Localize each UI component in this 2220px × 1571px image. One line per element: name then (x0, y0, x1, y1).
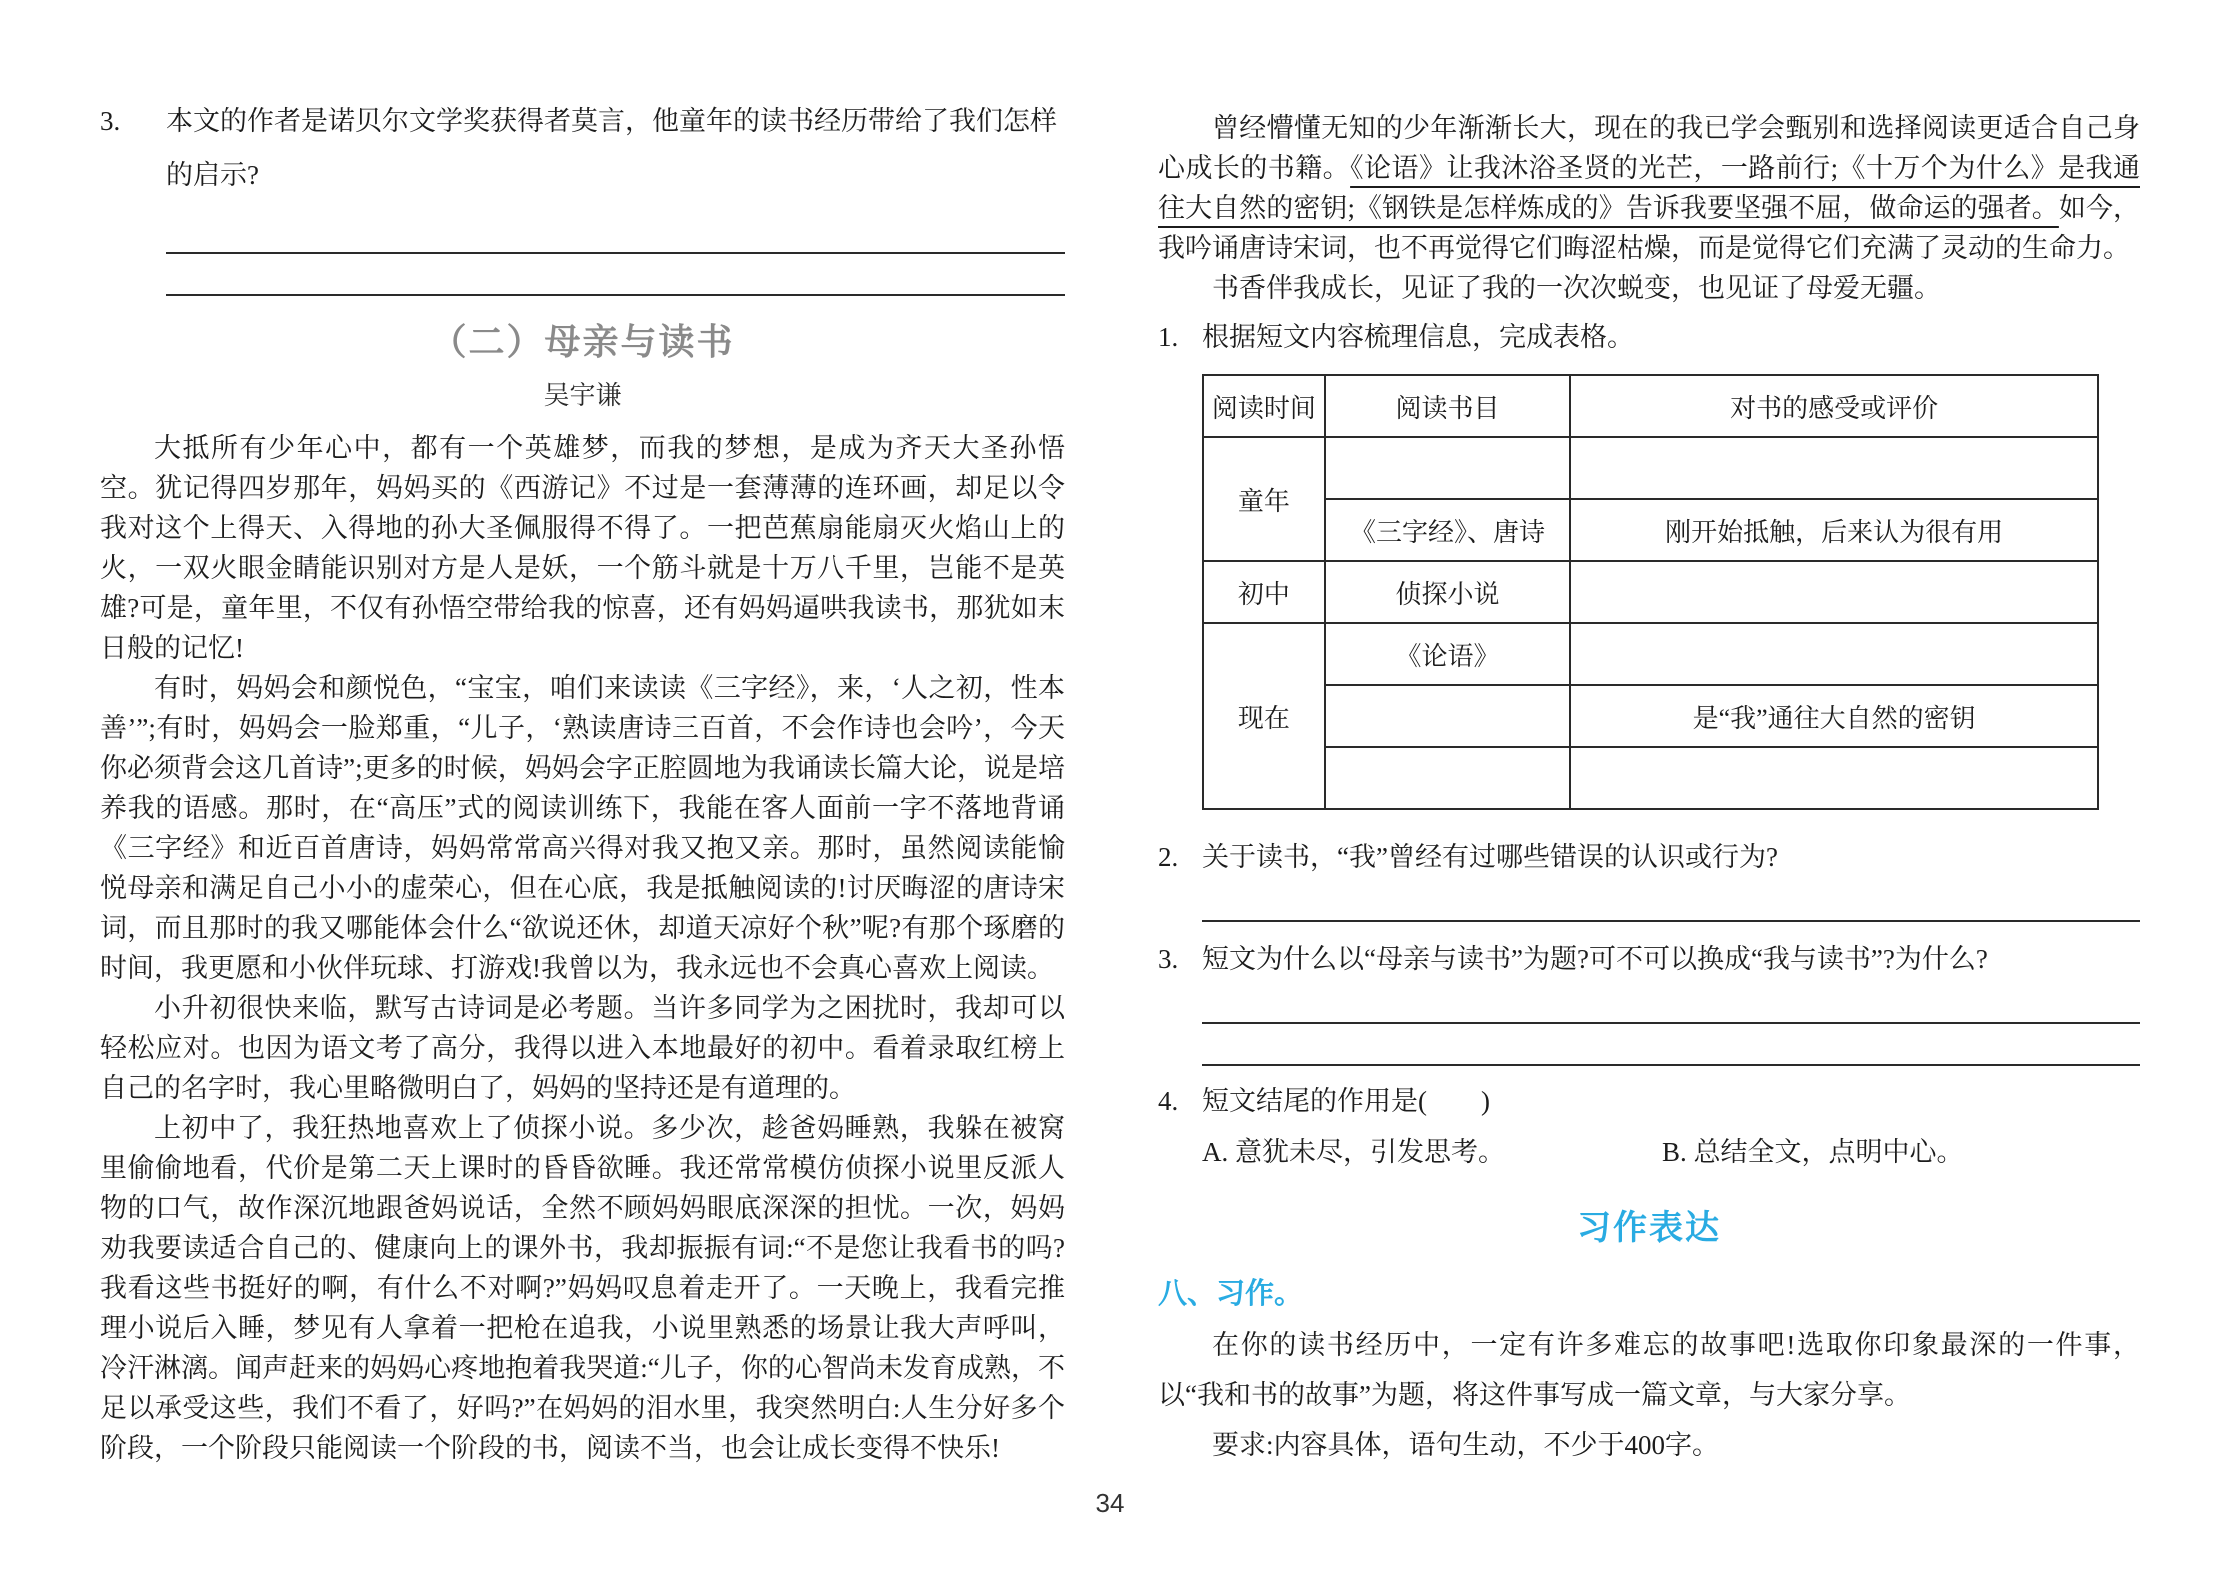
cell-comment-nature-key: 是“我”通往大自然的密钥 (1570, 685, 2098, 747)
answer-line (1202, 1024, 2140, 1066)
choice-options (1158, 1128, 2140, 1176)
writing-requirements: 要求:内容具体，语句生动，不少于400字。 (1212, 1430, 1720, 1460)
question-number: 3. (1158, 944, 1179, 974)
paragraph-text: 曾经懵懂无知的少年渐渐长大，现在的我已学会甄别和选择阅读更适合自己身心成长的书籍。 (1158, 113, 2140, 183)
cell-book-sanzijing: 《三字经》、唐诗 (1325, 499, 1570, 561)
left-column (100, 0, 1065, 1468)
option-a (1202, 1128, 1662, 1176)
question-number: 4. (1158, 1086, 1179, 1116)
cell-time-juniorhigh: 初中 (1203, 561, 1325, 623)
question-text: 短文为什么以“母亲与读书”为题?可不可以换成“我与读书”?为什么? (1202, 944, 1988, 974)
option-b (1662, 1128, 1964, 1176)
option-label: B. (1662, 1137, 1687, 1167)
table-row (1203, 437, 2098, 499)
question-3-prev-section (100, 94, 1065, 202)
cell-comment-blank (1570, 747, 2098, 809)
cell-time-childhood: 童年 (1203, 437, 1325, 561)
table-row (1203, 499, 2098, 561)
question-1 (1158, 314, 2140, 360)
answer-line (1202, 982, 2140, 1024)
question-number: 1. (1158, 322, 1179, 352)
essay-paragraph: 上初中了，我狂热地喜欢上了侦探小说。多少次，趁爸妈睡熟，我躲在被窝里偷偷地看，代价是第二天上课时的昏昏欲睡。我还常常模仿侦探小说里反派人物的口气，故作深沉地跟爸妈说话，全然不顾妈妈眼底深深的担忧。一次，妈妈劝我要读适合自己的、健康向上的课外书，我却振振有词:“不是您让我看书的吗?我看这些书挺好的啊，有什么不对啊?”妈妈叹息着走开了。一天晚上，我看完推理小说后入睡，梦见有人拿着一把枪在追我，小说里熟悉的场景让我大声呼叫，冷汗淋漓。闻声赶来的妈妈心疼地抱着我哭道:“儿子，你的心智尚未发育成熟，不足以承受这些，我们不看了，好吗?”在妈妈的泪水里，我突然明白:人生分好多个阶段，一个阶段只能阅读一个阶段的书，阅读不当，也会让成长变得不快乐! (100, 1113, 1065, 1463)
question-text: 关于读书，“我”曾经有过哪些错误的认识或行为? (1202, 842, 1778, 872)
paragraph-text: 如今，我吟诵唐诗宋词，也不再觉得它们晦涩枯燥，而是觉得它们充满了灵动的生命力。 (1158, 193, 2141, 263)
answer-line (1202, 880, 2140, 922)
cell-book-blank (1325, 437, 1570, 499)
answer-line (166, 254, 1065, 296)
cell-comment-blank (1570, 437, 2098, 499)
cell-comment-blank (1570, 561, 2098, 623)
answer-line (166, 212, 1065, 254)
option-label: A. (1202, 1137, 1229, 1167)
option-text: 总结全文，点明中心。 (1693, 1137, 1964, 1167)
question-text: 根据短文内容梳理信息，完成表格。 (1202, 322, 1634, 352)
cell-book-lunyu: 《论语》 (1325, 623, 1570, 685)
page-number: 34 (1095, 1488, 1125, 1518)
cell-comment-blank (1570, 623, 2098, 685)
option-text: 意犹未尽，引发思考。 (1235, 1137, 1505, 1167)
essay-paragraph: 有时，妈妈会和颜悦色，“宝宝，咱们来读读《三字经》，来，‘人之初，性本善’”;有时，妈妈会一脸郑重，“儿子，‘熟读唐诗三百首，不会作诗也会吟’，今天你必须背会这几首诗”;更多的时候，妈妈会字正腔圆地为我诵读长篇大论，说是培养我的语感。那时，在“高压”式的阅读训练下，我能在客人面前一字不落地背诵《三字经》和近百首唐诗，妈妈常常高兴得对我又抱又亲。那时，虽然阅读能愉悦母亲和满足自己小小的虚荣心，但在心底，我是抵触阅读的!讨厌晦涩的唐诗宋词，而且那时的我又哪能体会什么“欲说还休，却道天凉好个秋”呢?有那个琢磨的时间，我更愿和小伙伴玩球、打游戏!我曾以为，我永远也不会真心喜欢上阅读。 (100, 673, 1065, 983)
section-heading-writing: 习作表达 (1577, 1209, 1721, 1247)
essay-paragraph: 大抵所有少年心中，都有一个英雄梦，而我的梦想，是成为齐天大圣孙悟空。犹记得四岁那年，妈妈买的《西游记》不过是一套薄薄的连环画，却足以令我对这个上得天、入得地的孙大圣佩服得不得了。一把芭蕉扇能扇灭火焰山上的火，一双火眼金睛能识别对方是人是妖，一个筋斗就是十万八千里，岂能不是英雄?可是，童年里，不仅有孙悟空带给我的惊喜，还有妈妈逼哄我读书，那犹如末日般的记忆! (100, 433, 1065, 663)
table-header-row (1203, 375, 2098, 437)
underlined-passage: 《论语》让我沐浴圣贤的光芒，一路前行;《十万个为什么》是我通往大自然的密钥;《钢铁是怎样炼成的》告诉我要坚强不屈，做命运的强者。 (1158, 153, 2140, 223)
essay-title: （二）母亲与读书 (430, 321, 735, 362)
question-text: 本文的作者是诺贝尔文学奖获得者莫言，他童年的读书经历带给了我们怎样的启示? (166, 106, 1057, 190)
header-reading-time: 阅读时间 (1203, 375, 1325, 437)
essay-paragraph: 小升初很快来临，默写古诗词是必考题。当许多同学为之困扰时，我却可以轻松应对。也因为语文考了高分，我得以进入本地最好的初中。看着录取红榜上自己的名字时，我心里略微明白了，妈妈的坚持还是有道理的。 (100, 993, 1065, 1103)
table-row (1203, 623, 2098, 685)
question-number: 2. (1158, 842, 1179, 872)
essay-paragraph-continued (1158, 108, 2140, 268)
writing-task-label: 八、习作。 (1158, 1278, 1304, 1310)
table-row (1203, 561, 2098, 623)
question-4 (1158, 1078, 2140, 1124)
reading-record-table (1202, 374, 2099, 810)
right-column (1158, 0, 2140, 1470)
cell-book-detective: 侦探小说 (1325, 561, 1570, 623)
writing-prompt: 在你的读书经历中，一定有许多难忘的故事吧!选取你印象最深的一件事，以“我和书的故事”为题，将这件事写成一篇文章，与大家分享。 (1158, 1330, 2140, 1410)
question-text: 短文结尾的作用是( ) (1202, 1086, 1490, 1116)
cell-book-blank (1325, 747, 1570, 809)
question-2 (1158, 834, 2140, 880)
essay-author: 吴宇谦 (543, 381, 622, 410)
question-3 (1158, 936, 2140, 982)
cell-comment-sanzijing: 刚开始抵触，后来认为很有用 (1570, 499, 2098, 561)
table-row (1203, 685, 2098, 747)
header-book-list: 阅读书目 (1325, 375, 1570, 437)
cell-time-now: 现在 (1203, 623, 1325, 809)
cell-book-blank (1325, 685, 1570, 747)
header-feelings: 对书的感受或评价 (1570, 375, 2098, 437)
essay-closing-paragraph: 书香伴我成长，见证了我的一次次蜕变，也见证了母爱无疆。 (1212, 273, 1941, 303)
table-row (1203, 747, 2098, 809)
question-number: 3. (100, 106, 121, 136)
